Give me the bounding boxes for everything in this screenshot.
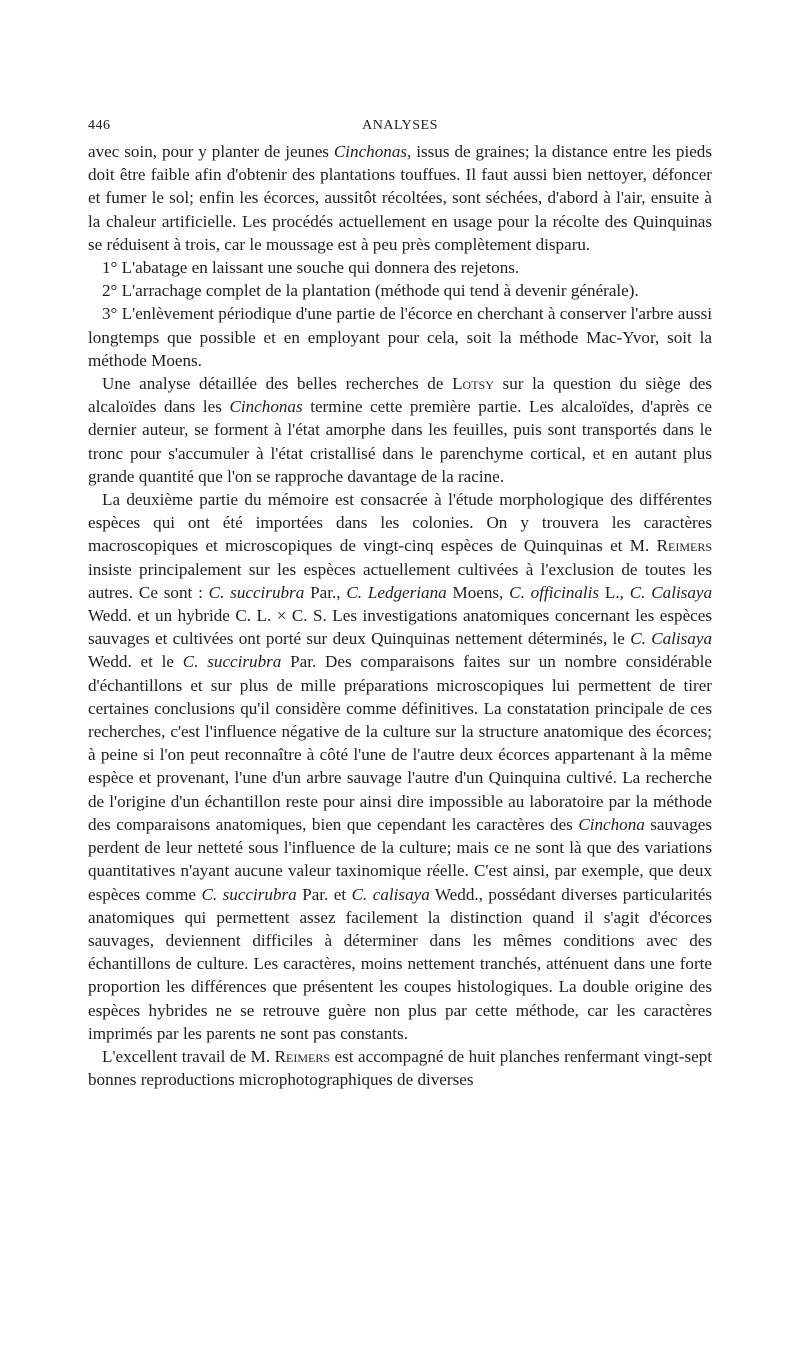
paragraph bbox=[88, 372, 712, 488]
text-run: Wedd. et le bbox=[88, 652, 183, 672]
text-run: Wedd. et un hybride C. L. × C. S. Les investigations anatomiques concernant les espèces sauvages et cultivées ont porté sur deux Quinquinas nettement déterminés, le bbox=[88, 606, 712, 649]
text-run: insiste principalement sur les espèces actuellement cultivées à l'exclusion de toutes les autres. Ce sont : bbox=[88, 559, 712, 602]
paragraph bbox=[88, 302, 712, 372]
text-run: est accompagné de huit planches renfermant vingt-sept bonnes reproductions microphotographiques de diverses bbox=[88, 1046, 712, 1090]
author-name: Lotsy bbox=[452, 374, 494, 394]
paragraph bbox=[88, 1045, 712, 1091]
text-run: Par. et bbox=[296, 884, 352, 904]
running-head bbox=[88, 112, 712, 140]
page-number: 446 bbox=[88, 118, 111, 133]
book-page bbox=[88, 112, 712, 1091]
text-run: Moens, bbox=[446, 582, 510, 602]
text-run: sauvages perdent de leur netteté sous l'influence de la culture; mais ce ne sont là que des variations quantitatives n'ayant aucune valeur taxinomique réelle. C'est ainsi, par exemple, que deux espèces comme bbox=[88, 814, 712, 904]
paragraph bbox=[88, 256, 712, 279]
italic-term: C. succirubra bbox=[208, 582, 305, 602]
text-run: Par. Des comparaisons faites sur un nombre considérable d'échantillons et sur plus de mille préparations microscopiques lui permettent de tirer certaines conclusions qu'il considère comme définitives. La constatation principale de ces recherches, c'est l'influence négative de la culture sur la structure anatomique des écorces; à peine si l'on peut reconnaître à côté l'une de l'autre deux écorces appartenant à la même espèce et provenant, l'une d'un arbre sauvage l'autre d'un Quinquina cultivé. La recherche de l'origine d'un échantillon reste pour ainsi dire impossible au laboratoire par la méthode des comparaisons anatomiques, bien que cependant les caractères des bbox=[88, 652, 713, 834]
text-run: Wedd., possédant diverses particularités anatomiques qui permettent assez facilement la distinction quand il s'agit d'écorces sauvages, deviennent difficiles à déterminer dans les mêmes conditions avec des échantillons de culture. Les caractères, moins nettement tranchés, atténuent dans une forte proportion les différences que présentent les coupes histologiques. La double origine des espèces hybrides ne se retrouve guère non plus par cette méthode, car les caractères imprimés par les parents ne sont pas constants. bbox=[88, 884, 713, 1043]
italic-term: C. officinalis bbox=[509, 582, 600, 602]
text-run: Une analyse détaillée des belles recherches de bbox=[102, 374, 453, 394]
text-run: 1° L'abatage en laissant une souche qui donnera des rejetons. bbox=[102, 258, 520, 278]
text-run: issus de graines; la distance entre les pieds doit être faible afin d'obtenir des plantations touffues. Il faut aussi bien nettoyer, défoncer et fumer le sol; enfin les écorces, aussitôt récoltées, sont séchées, d'abord à l'air, ensuite à la chaleur artificielle. Les procédés actuellement en usage pour la récolte des Quinquinas se réduisent à trois, car le moussage est à peu près complètement disparu. bbox=[88, 142, 712, 254]
italic-term: C. Ledgeriana bbox=[346, 582, 447, 602]
italic-term: C. calisaya bbox=[351, 884, 430, 904]
text-run: termine cette première partie. Les alcaloïdes, d'après ce dernier auteur, se forment à l'état amorphe dans les feuilles, puis sont transportés dans le tronc pour s'accumuler à l'état cristallisé dans le parenchyme cortical, et en autant plus grande quantité que l'on se rapproche davantage de la racine. bbox=[88, 397, 712, 486]
italic-term: Cinchona bbox=[578, 814, 645, 834]
italic-term: C. succirubra bbox=[201, 884, 297, 904]
author-name: Reimers bbox=[274, 1046, 331, 1066]
text-run: sur la question du siège des alcaloïdes dans les bbox=[88, 374, 713, 417]
italic-term: C. Calisaya bbox=[630, 629, 712, 649]
paragraph bbox=[88, 488, 712, 1045]
text-run: 2° L'arrachage complet de la plantation (méthode qui tend à devenir générale). bbox=[102, 281, 639, 301]
text-run: 3° L'enlèvement périodique d'une partie de l'écorce en cherchant à conserver l'arbre aussi longtemps que possible et en employant pour cela, soit la méthode Mac-Yvor, soit la méthode Moens. bbox=[88, 304, 712, 370]
italic-term: Cinchonas, bbox=[333, 142, 412, 161]
text-run: L'excellent travail de M. bbox=[102, 1046, 275, 1066]
italic-term: C. succirubra bbox=[182, 652, 282, 672]
text-run: Par., bbox=[304, 582, 347, 602]
author-name: Reimers bbox=[656, 536, 712, 556]
italic-term: Cinchonas bbox=[229, 397, 303, 417]
body-text bbox=[88, 140, 712, 1091]
italic-term: C. Calisaya bbox=[629, 582, 713, 602]
text-run: L., bbox=[599, 582, 630, 602]
text-run: La deuxième partie du mémoire est consacrée à l'étude morphologique des différentes espèces qui ont été importées dans les colonies. On y trouvera les caractères macroscopiques et microscopiques de vingt-cinq espèces de Quinquinas et M. bbox=[88, 490, 712, 556]
section-title: ANALYSES bbox=[362, 118, 438, 133]
paragraph bbox=[88, 279, 712, 302]
text-run: avec soin, pour y planter de jeunes bbox=[88, 142, 334, 161]
paragraph bbox=[88, 140, 712, 256]
